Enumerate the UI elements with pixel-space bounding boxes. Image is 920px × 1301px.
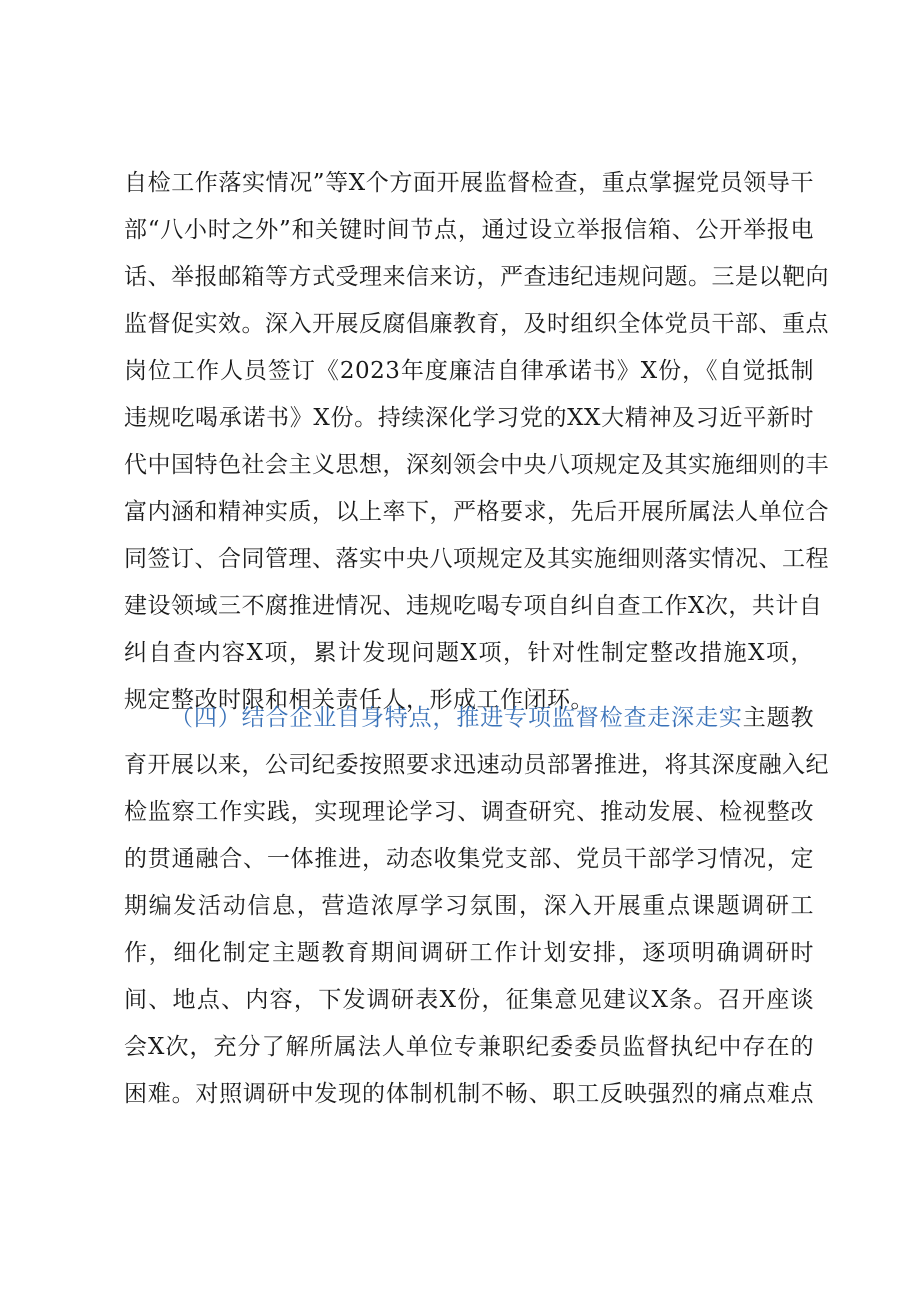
text-line: 岗位工作人员签订《2023年度廉洁自律承诺书》X份，《自觉抵制	[124, 358, 814, 384]
text-line: 自检工作落实情况”等X个方面开展监督检查，重点掌握党员领导干	[124, 170, 814, 196]
paragraph-supervision-inspection	[124, 160, 829, 724]
text-line: 检监察工作实践，实现理论学习、调查研究、推动发展、检视整改	[124, 799, 814, 825]
text-line: 同签订、合同管理、落实中央八项规定及其实施细则落实情况、工程	[124, 546, 829, 572]
text-line: 间、地点、内容，下发调研表X份，征集意见建议X条。召开座谈	[124, 987, 814, 1013]
text-line: 建设领域三不腐推进情况、违规吃喝专项自纠自查工作X次，共计自	[124, 593, 823, 619]
text-line: 代中国特色社会主义思想，深刻领会中央八项规定及其实施细则的丰	[124, 452, 829, 478]
paragraph-special-supervision	[124, 695, 829, 1118]
text-line: 富内涵和精神实质，以上率下，严格要求，先后开展所属法人单位合	[124, 499, 829, 525]
text-line: 会X次，充分了解所属法人单位专兼职纪委委员监督执纪中存在的	[124, 1034, 814, 1060]
heading-line-continuation: 主题教	[742, 705, 815, 731]
text-line: 违规吃喝承诺书》X份。持续深化学习党的XX大精神及习近平新时	[124, 405, 814, 431]
text-line: 部“八小时之外”和关键时间节点，通过设立举报信箱、公开举报电	[124, 217, 814, 243]
text-line: 育开展以来，公司纪委按照要求迅速动员部署推进，将其深度融入纪	[124, 752, 829, 778]
text-line: 期编发活动信息，营造浓厚学习氛围，深入开展重点课题调研工	[124, 893, 814, 919]
text-line: 的贯通融合、一体推进，动态收集党支部、党员干部学习情况，定	[124, 846, 814, 872]
text-line: 困难。对照调研中发现的体制机制不畅、职工反映强烈的痛点难点	[124, 1081, 814, 1107]
text-line: 规定整改时限和相关责任人，形成工作闭环。	[124, 687, 594, 713]
text-line: 纠自查内容X项，累计发现问题X项，针对性制定整改措施X项，	[124, 640, 814, 666]
heading-line	[124, 695, 814, 742]
text-line: 话、举报邮箱等方式受理来信来访，严查违纪违规问题。三是以靶向	[124, 264, 829, 290]
text-line: 作，细化制定主题教育期间调研工作计划安排，逐项明确调研时	[124, 940, 814, 966]
section-heading: （四）结合企业自身特点，推进专项监督检查走深走实	[170, 705, 743, 731]
text-line: 监督促实效。深入开展反腐倡廉教育，及时组织全体党员干部、重点	[124, 311, 829, 337]
